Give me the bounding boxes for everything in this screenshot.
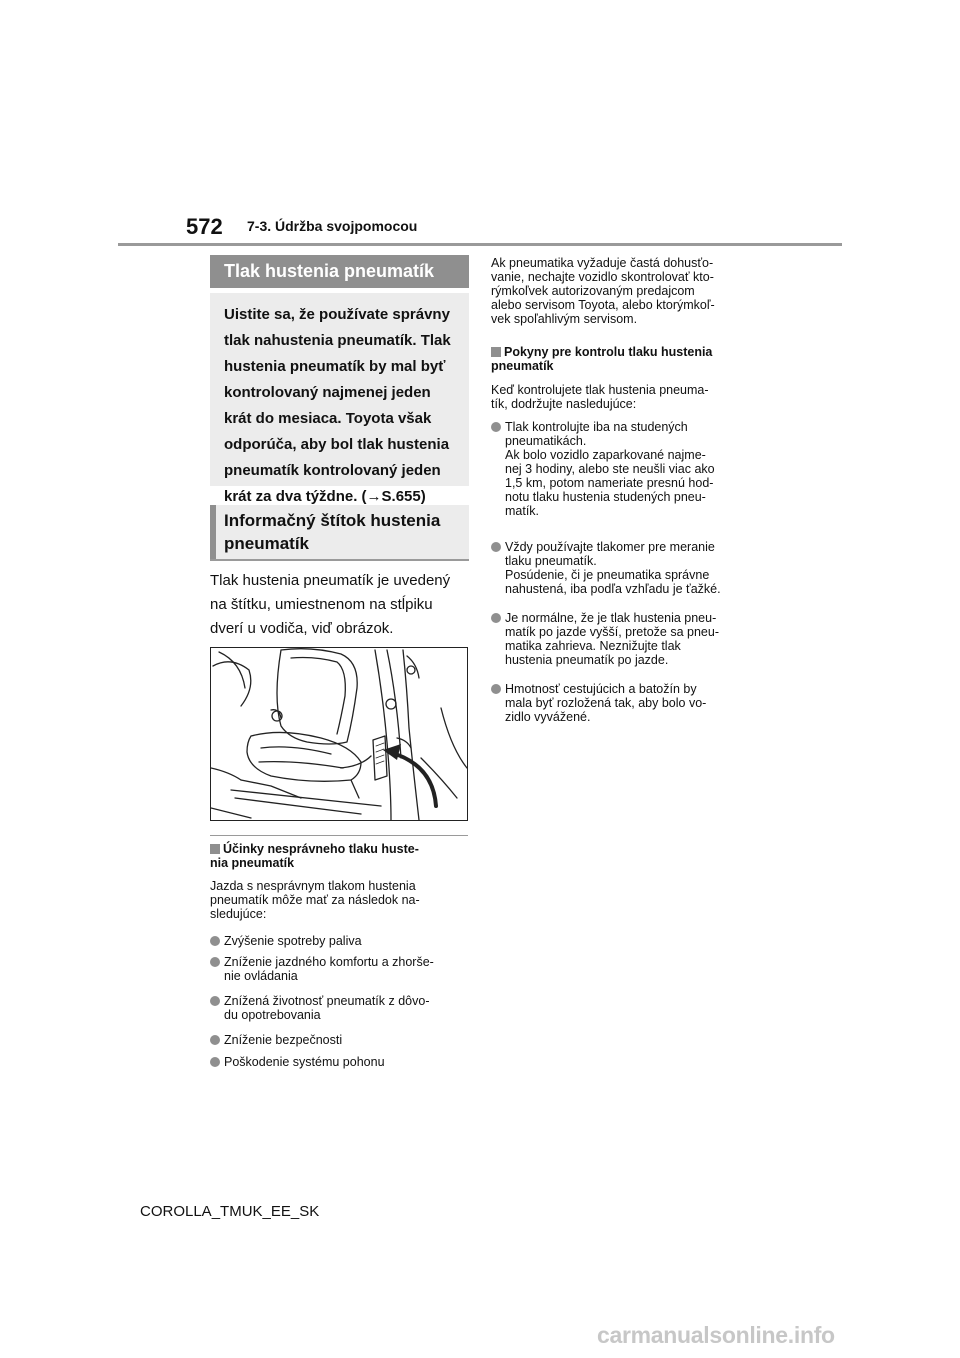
effects-text: Jazda s nesprávnym tlakom hustenia pneumatík môže mať za následok na- sledujúce:	[210, 879, 420, 921]
square-bullet-icon	[491, 347, 501, 357]
bullet-icon	[210, 957, 220, 967]
list-item-text: Hmotnosť cestujúcich a batožín by mala byť rozložená tak, aby bolo vo- zidlo vyvážené.	[505, 682, 707, 724]
effects-heading-text: Účinky nesprávneho tlaku huste- nia pneumatík	[210, 842, 419, 870]
bullet-icon	[210, 936, 220, 946]
bullet-icon	[210, 1057, 220, 1067]
car-seat-illustration	[211, 648, 467, 820]
list-item-text: Poškodenie systému pohonu	[224, 1055, 385, 1069]
tab-title: Tlak hustenia pneumatík	[224, 261, 435, 281]
list-item-text: Je normálne, že je tlak hustenia pneu- matík po jazde vyšší, pretože sa pneu- matika zahrieva. Neznižujte tlak hustenia pneumatík po jazde.	[505, 611, 719, 667]
list-item-text: Tlak kontrolujte iba na studených pneumatikách. Ak bolo vozidlo zaparkované najme- nej 3 hodiny, alebo ste neušli viac ako 1,5 km, potom nameriate presnú hod- notu tlaku hustenia studených pneu- matík.	[505, 420, 715, 518]
list-item-text: Znížená životnosť pneumatík z dôvo- du opotrebovania	[224, 994, 430, 1022]
bullet-icon	[491, 613, 501, 623]
bullet-icon	[491, 684, 501, 694]
list-item	[491, 611, 775, 667]
page-number: 572	[186, 214, 223, 239]
subheading-label-info: Informačný štítok hustenia pneumatík	[210, 505, 469, 560]
watermark: carmanualsonline.info	[597, 1322, 835, 1348]
tire-pressure-tab	[210, 255, 469, 288]
list-item-text: Zníženie bezpečnosti	[224, 1033, 343, 1047]
list-item	[210, 934, 484, 948]
bullet-icon	[210, 996, 220, 1006]
check-heading-text: Pokyny pre kontrolu tlaku hustenia pneumatík	[491, 345, 713, 373]
list-item-text: Zvýšenie spotreby paliva	[224, 934, 362, 948]
bullet-icon	[491, 542, 501, 552]
list-item	[210, 1033, 484, 1047]
door-pillar-label-illustration	[210, 647, 468, 821]
inflation-intro-text: Ak pneumatika vyžaduje častá dohusťo- vanie, nechajte vozidlo skontrolovať kto- rýmkoľvek autorizovaným predajcom alebo servisom Toyota, alebo ktorýmkoľ- vek spoľahlivým servisom.	[491, 256, 715, 326]
header-divider	[118, 243, 842, 246]
check-heading	[491, 345, 761, 373]
check-text: Keď kontrolujete tlak hustenia pneuma- tík, dodržujte nasledujúce:	[491, 383, 709, 411]
list-item	[491, 540, 775, 596]
list-item-text: Vždy používajte tlakomer pre meranie tlaku pneumatík. Posúdenie, či je pneumatika správne nahustená, iba podľa vzhľadu je ťažké.	[505, 540, 721, 596]
info-box: Uistite sa, že používate správny tlak nahustenia pneumatík. Tlak hustenia pneumatík by mal byť kontrolovaný najmenej jeden krát do mesiaca. Toyota však odporúča, aby bol tlak hustenia pneumatík kontrolovaný jeden krát za dva týždne. (→S.655)	[210, 293, 469, 486]
bullet-icon	[491, 422, 501, 432]
square-bullet-icon	[210, 844, 220, 854]
list-item	[491, 420, 775, 518]
list-item-text: Zníženie jazdného komfortu a zhorše- nie ovládania	[224, 955, 434, 983]
section-title: 7-3. Údržba svojpomocou	[247, 218, 418, 234]
subheading-divider	[210, 559, 469, 561]
list-item	[210, 1055, 484, 1069]
document-code: COROLLA_TMUK_EE_SK	[140, 1203, 320, 1220]
list-item	[210, 994, 484, 1022]
bullet-icon	[210, 1035, 220, 1045]
list-item	[210, 955, 484, 983]
list-item	[491, 682, 775, 724]
effects-heading	[210, 842, 470, 870]
section-divider	[210, 835, 468, 836]
label-location-text: Tlak hustenia pneumatík je uvedený na štítku, umiestnenom na stĺpiku dverí u vodiča, viď obrázok.	[210, 572, 451, 637]
